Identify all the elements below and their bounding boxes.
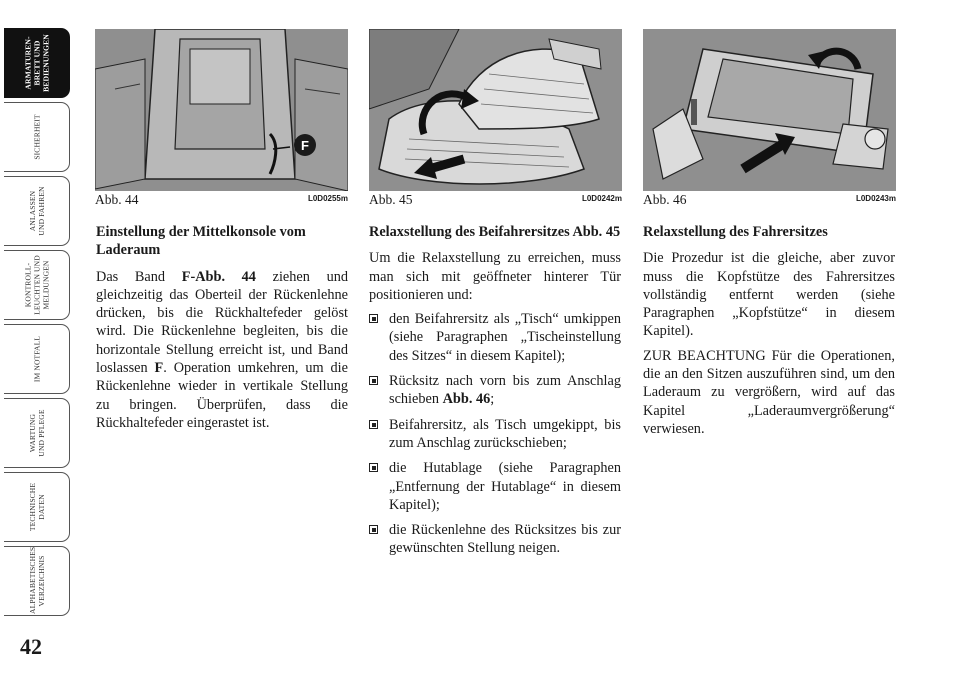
section-heading: Relaxstellung des Beifahrersitzes Abb. 45 bbox=[369, 224, 621, 240]
caption-row-44 bbox=[95, 192, 348, 208]
tab-label: WARTUNG UND PFLEGE bbox=[27, 409, 46, 457]
figure-caption: Abb. 45 bbox=[369, 192, 413, 207]
section-heading: Relaxstellung des Fahrersitzes bbox=[643, 224, 828, 240]
list-item: den Beifahrersitz als „Tisch“ umkippen (siehe Paragraphen „Tischeinstellung des Sitzes“ in diesem Kapitel); bbox=[369, 310, 621, 365]
figure-abb-44 bbox=[95, 29, 348, 191]
list-item: Rücksitz nach vorn bis zum Anschlag schieben Abb. 46; bbox=[369, 372, 621, 409]
figure-code: L0D0255m bbox=[307, 194, 348, 203]
tab-armaturenbrett[interactable] bbox=[4, 28, 70, 98]
list-item: die Hutablage (siehe Paragraphen „Entfernung der Hutablage“ in diesem Kapitel); bbox=[369, 459, 621, 514]
tab-wartung[interactable] bbox=[4, 398, 70, 468]
text-column-3 bbox=[643, 223, 895, 444]
paragraph: Die Prozedur ist die gleiche, aber zuvor muss die Kopfstütze des Fahrersitzes vollständig entfernt werden (siehe Paragraphen „Kopfstütze“ in diesem Kapitel). bbox=[643, 250, 895, 340]
tab-label: ANLASSEN UND FAHREN bbox=[27, 186, 46, 236]
tab-verzeichnis[interactable] bbox=[4, 546, 70, 616]
tab-label: IM NOTFALL bbox=[32, 335, 41, 383]
caption-row-45 bbox=[369, 192, 622, 208]
text-column-2 bbox=[369, 223, 621, 565]
figure-code: L0D0242m bbox=[581, 194, 622, 203]
figure-code: L0D0243m bbox=[855, 194, 896, 203]
page-number: 42 bbox=[20, 634, 42, 659]
note-paragraph: ZUR BEACHTUNG Für die Operationen, die an den Sitzen auszuführen sind, um den Laderaum zu vergrößern, wird auf das Kapitel „Laderaumvergrößerung“ verwiesen. bbox=[643, 347, 895, 437]
checkbox-bullet-icon bbox=[369, 525, 378, 534]
tab-anlassen[interactable] bbox=[4, 176, 70, 246]
checkbox-bullet-icon bbox=[369, 463, 378, 472]
tab-sicherheit[interactable] bbox=[4, 102, 70, 172]
tab-im-notfall[interactable] bbox=[4, 324, 70, 394]
step-list bbox=[369, 310, 621, 558]
console-illustration bbox=[95, 29, 348, 191]
list-item: Beifahrersitz, als Tisch umgekippt, bis zum Anschlag zurückschieben; bbox=[369, 416, 621, 453]
figure-caption: Abb. 44 bbox=[95, 192, 139, 207]
rear-seat-illustration bbox=[643, 29, 896, 191]
checkbox-bullet-icon bbox=[369, 314, 378, 323]
caption-row-46 bbox=[643, 192, 896, 208]
tab-label: ALPHABETISCHES VERZEICHNIS bbox=[27, 546, 46, 614]
tab-label: KONTROLL- LEUCHTEN UND MELDUNGEN bbox=[23, 255, 50, 315]
tab-label: ARMATUREN- BRETT UND BEDIENUNGEN bbox=[23, 34, 50, 92]
tab-technische-daten[interactable] bbox=[4, 472, 70, 542]
tab-label: TECHNISCHE DATEN bbox=[27, 482, 46, 532]
checkbox-bullet-icon bbox=[369, 376, 378, 385]
figure-abb-46 bbox=[643, 29, 896, 191]
text-column-1 bbox=[96, 223, 348, 438]
paragraph: Das Band F-Abb. 44 ziehen und gleichzeitig das Oberteil der Rückenlehne drücken, bis die Rückhaltefeder gelöst wird. Die Rückenlehne begleiten, bis die horizontale Stellung erreicht ist, und Band loslassen F. Operation umkehren, um die Rückenlehne wieder in vertikale Stellung zu bringen. Überprüfen, dass die Rückhaltefeder eingerastet ist. bbox=[96, 268, 349, 431]
tab-kontrollleuchten[interactable] bbox=[4, 250, 70, 320]
seat-illustration bbox=[369, 29, 622, 191]
section-heading: Einstellung der Mittelkonsole vom Laderaum bbox=[96, 224, 306, 259]
checkbox-bullet-icon bbox=[369, 420, 378, 429]
marker-f-label: F bbox=[301, 138, 309, 153]
tab-label: SICHERHEIT bbox=[32, 114, 41, 160]
figure-abb-45 bbox=[369, 29, 622, 191]
paragraph: Um die Relaxstellung zu erreichen, muss man sich mit geöffneter hinterer Tür positionieren und: bbox=[369, 250, 621, 303]
figure-caption: Abb. 46 bbox=[643, 192, 687, 207]
list-item: die Rückenlehne des Rücksitzes bis zur gewünschten Stellung neigen. bbox=[369, 521, 621, 558]
